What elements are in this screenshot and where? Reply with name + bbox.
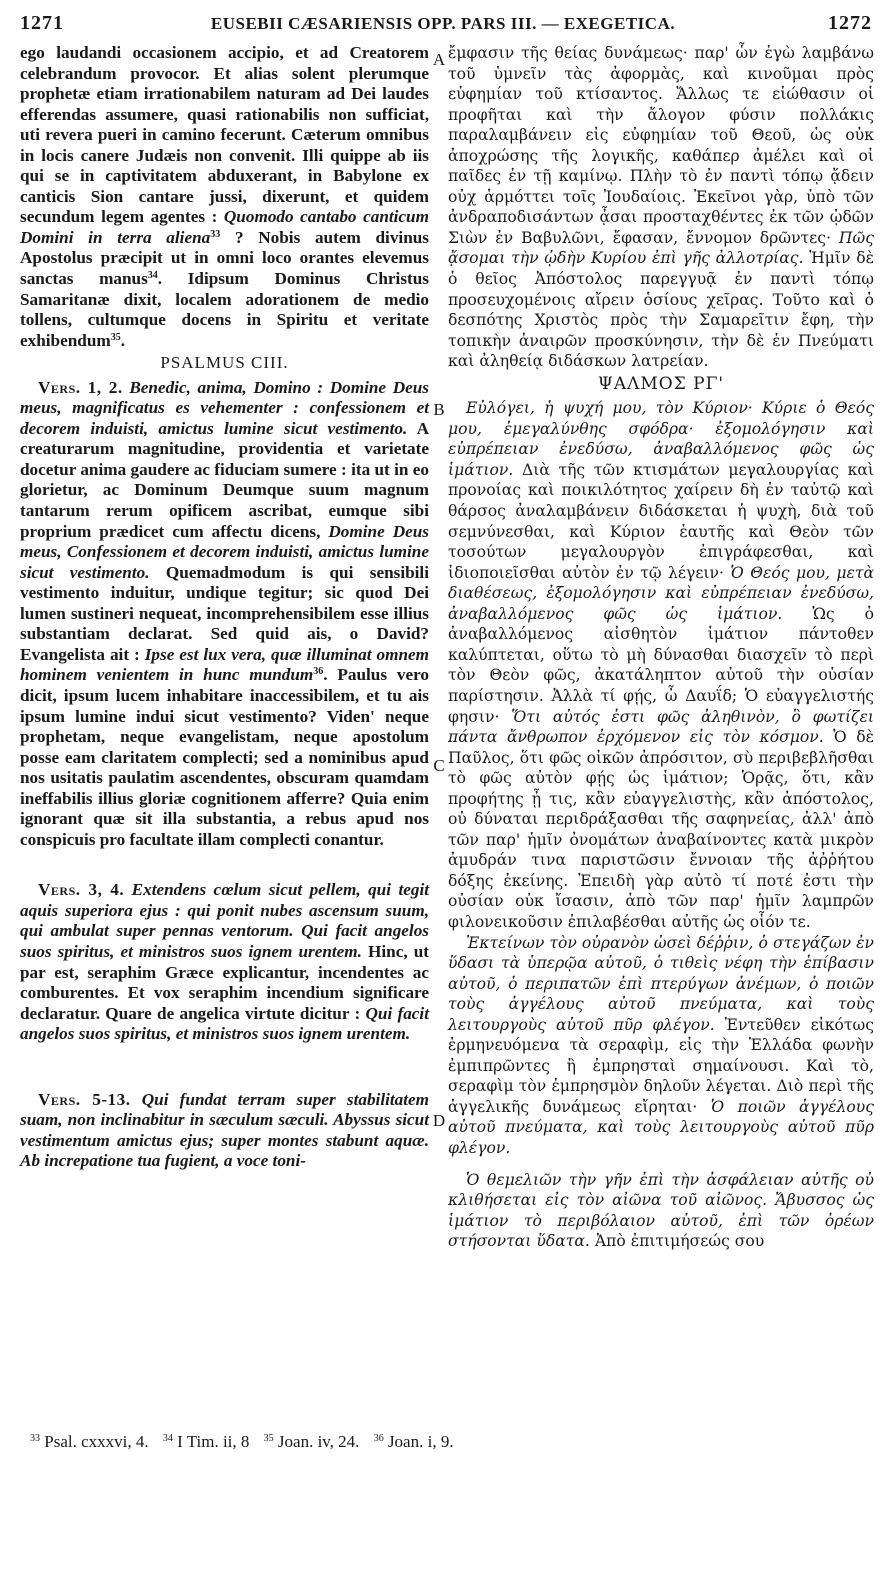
greek-text: Ὡς ὁ ἀναβαλλόμενος αἰσθητὸν ἱμάτιον πάντοθεν καλύπτεται, οὕτω τὸ μὴ δύνασθαι διασχεῖν τὸ περὶ τὸν Θεὸν φῶς, ἀκατάληπτον αὐτοῦ τὴν οὐσίαν παρίστησιν. Ἀλλὰ τί φῄς, ὦ Δαυΐδ; Ὁ εὐαγγελιστής φησιν·: [448, 604, 874, 726]
margin-letter-a: A: [432, 50, 446, 69]
greek-text: Ἡμῖν δὲ ὁ θεῖος Ἀπόστολος παρεγγυᾷ ἐν παντὶ τόπῳ προσευχομένοις αἴρειν ὁσίους χεῖρας. Τοῦτο καὶ ὁ δεσπότης Χριστὸς πρὸς τὴν Σαμαρεῖτιν ἔφη, τὴν τοπικὴν ἀναιρῶν προσκύνησιν, τὴν δὲ ἐν Πνεύματι καὶ ἀληθείᾳ διδάσκων λατρείαν.: [448, 249, 874, 371]
footnote-ref: 36: [313, 666, 324, 678]
latin-paragraph-1: [20, 43, 429, 351]
latin-text: . Paulus vero dicit, ipsum lucem inhabitare inaccessibilem, et tu ais ipsum lumine indui sicut vestimento? Viden' neque prophetam, neque evangelistam, neque apostolum posse eam claritatem complecti; sed a nominibus apud nos usitatis paulatim ascendentes, obscuram quamdam ineffabilis illius gloriæ cognitionem afferre? Quia enim ignorant quæ sit illa substantia, a rebus apud nos conspicuis pro facultate illam complecti conantur.: [20, 665, 429, 849]
margin-letter-c: C: [433, 756, 445, 775]
greek-text: ἔμφασιν τῆς θείας δυνάμεως· παρ' ὧν ἐγὼ λαμβάνω τοῦ ὑμνεῖν τὰς ἀφορμὰς, καὶ κινοῦμαι πρὸς εὐφημίαν τοῦ κτίσαντος. Ἄλλως τε εἰώθασιν οἱ προφῆται καὶ τὴν ἄλογον φύσιν πολλάκις παραλαμβάνειν εἰς εὐφημίαν τοῦ Θεοῦ, ὡς οὐκ ἀποχρώσης τῆς λογικῆς, καθάπερ ἀμέλει καὶ οἱ παῖδες ἐν τῇ καμίνῳ. Πλὴν τὸ ἐν παντὶ τόπῳ ᾄδειν οὐχ ἁρμόττει τοῖς Ἰουδαίοις. Ἐκεῖνοι γὰρ, ὑπὸ τῶν ἀνδραποδισάντων ᾆσαι προσταχθέντες ἐκ τῶν ᾠδῶν Σιὼν ἐν Βαβυλῶνι, ἔφασαν, ἔννομον δρῶντες·: [448, 44, 874, 247]
verse-label: Vers. 5-13.: [38, 1089, 131, 1109]
footnote-ref: 33: [210, 228, 221, 240]
margin-letter-b: B: [433, 400, 445, 419]
latin-verse-1-2: [20, 378, 429, 851]
footnote-36: [374, 1432, 454, 1451]
verse-label: Vers. 3, 4.: [38, 880, 125, 900]
running-header: [14, 8, 872, 36]
footnote-number: 33: [30, 1433, 40, 1444]
latin-quote: Extendens cœlum sicut pellem, qui tegit aquis superiora ejus : qui ponit nubes ascensum suum, qui ambulat super pennas ventorum. Qui facit angelos suos spiritus, et ministros suos ignem urentem.: [20, 880, 429, 961]
verse-label: Vers. 1, 2.: [38, 377, 123, 397]
latin-text: ? Nobis autem divinus Apostolus præcipit ut in omni loco orantes elevemus sanctas manus: [20, 227, 429, 289]
footnote-reference: I Tim. ii, 8: [177, 1432, 250, 1451]
greek-verse-5-13: [448, 1170, 874, 1252]
latin-text: .: [120, 330, 126, 350]
latin-text: ego laudandi occasionem accipio, et ad Creatorem celebrandum provocor. Et alias solent plerumque prophetæ etiam irrationabilem naturam ad Dei laudes efferendas assumere, quasi rationabilis non sufficiat, uti revera pueri in camino fecerunt. Cæterum omnibus in locis canere Judæis non convenit. Illi quippe ab iis qui se in captivitatem abduxerant, in Babylone ex canticis Sion cantare jussi, dixerunt, et quidem secundum legem agentes :: [20, 43, 429, 227]
running-title: EUSEBII CÆSARIENSIS OPP. PARS III. — EXEGETICA.: [210, 14, 676, 33]
greek-text: Ὁ δὲ Παῦλος, ὅτι φῶς οἰκῶν ἀπρόσιτον, σὺ περιβεβλῆσθαι τὸ φῶς αὐτὸν φῄς ὡς ἱμάτιον; Ὁρᾷς, ὅτι, κἂν προφήτης ᾖ τις, κἂν εὐαγγελιστὴς, κἂν ἀπόστολος, οὐ δύναται περιδράξασθαι τῆς σαφηνείας, ἀλλ' ἀπὸ τῶν παρ' ἡμῖν ὀνομάτων ἀναβαίνοντες κατὰ μικρὸν ἀμυδράν τινα παριστῶσιν ἔννοιαν τῆς ἀῤῥήτου δόξης ἐκείνης. Ἐπειδὴ γὰρ αὐτὸ τί ποτέ ἐστι τὴν οὐσίαν οὐκ ἴσασιν, ἀπὸ τῶν παρ' ἡμῖν λαμπρῶν φιλονεικοῦσιν ἐπιλαβέσθαι αὐτῆς ὡς οἷόν τε.: [448, 728, 874, 931]
latin-text: A creaturarum magnitudine, providentia et varietate docetur anima gaudere ac fiduciam sumere : ita ut in eo glorietur, ac Dominum Deumque suum magnum tantarum rerum opificem ascribat, eumque sibi proprium prædicet cum affectu dicens,: [20, 418, 429, 541]
footnotes: [30, 1432, 464, 1452]
footnote-number: 36: [373, 1433, 384, 1444]
latin-quote: Quomodo cantabo canticum Domini in terra aliena: [20, 207, 429, 247]
greek-quote: Ὁ ποιῶν ἀγγέλους αὐτοῦ πνεύματα, καὶ τοὺς λειτουργοὺς αὐτοῦ πῦρ φλέγον.: [448, 1097, 874, 1157]
psalm-title-greek: ΨΑΛΜΟΣ ΡΓ': [597, 373, 725, 394]
footnote-number: 35: [263, 1433, 274, 1444]
greek-quote: Ὅτι αὐτός ἐστι φῶς ἀληθινὸν, ὃ φωτίζει πάντα ἄνθρωπον ἐρχόμενον εἰς τὸν κόσμον.: [448, 707, 874, 747]
latin-text: Hinc, ut par est, seraphim Græce explicantur, incendentes ac comburentes. Et vox seraphim incendium significare declaratur. Quare de angelica virtute dicitur :: [20, 941, 429, 1023]
latin-verse-5-13: [20, 1090, 429, 1172]
footnote-ref: 35: [110, 331, 121, 343]
greek-text: Διὰ τῆς τῶν κτισμάτων μεγαλουργίας καὶ προνοίας καὶ ποικιλότητος χαίρειν δὴ ἐν ταὐτῷ καὶ θάρσος ἀναλαμβάνειν διδάσκεται ἡ ψυχὴ, διὰ τοῦ σεμνύνεσθαι, καὶ Κύριον ἑαυτῆς καὶ Θεὸν τῶν τοσούτων μεγαλουργὸν ἐπιγράφεσθαι, καὶ ἰδιοποιεῖσθαι αὐτὸν ἐν τῷ λέγειν·: [448, 460, 874, 582]
greek-text: Ἀπὸ ἐπιτιμήσεώς σου: [594, 1232, 765, 1251]
greek-column: [448, 43, 874, 1252]
latin-quote: Domine Deus meus, Confessionem et decorem induisti, amictus lumine sicut vestimento.: [20, 521, 429, 582]
footnote-reference: Psal. cxxxvi, 4.: [44, 1432, 149, 1451]
latin-text: . Idipsum Dominus Christus Samaritanæ dixit, localem adorationem de medio tollens, cultumque docens in Spiritu et veritate exhibendum: [20, 269, 429, 350]
greek-text: Ἐντεῦθεν εἰκότως ἑρμηνευόμενα τὰ σεραφὶμ, εἰς τὴν Ἑλλάδα φωνὴν ἐμπιπρῶντες ἢ ἐμπρησταὶ σημαίνουσι. Καὶ τὸ, σεραφὶμ τὸν ἐμπρησμὸν δηλοῦν λέγεται. Διὸ περὶ τῆς ἀγγελικῆς δυνάμεως εἴρηται·: [448, 1015, 874, 1116]
footnote-35: [264, 1432, 360, 1451]
greek-quote: Ὁ θεμελιῶν τὴν γῆν ἐπὶ τὴν ἀσφάλειαν αὐτῆς οὐ κλιθήσεται εἰς τὸν αἰῶνα τοῦ αἰῶνος. Ἄβυσσος ὡς ἱμάτιον τὸ περιβόλαιον αὐτοῦ, ἐπὶ τῶν ὀρέων στήσονται ὕδατα.: [448, 1170, 874, 1251]
latin-quote: Qui facit angelos suos spiritus, et ministros suos ignem urentem.: [20, 1003, 429, 1044]
greek-quote: Ἐκτείνων τὸν οὐρανὸν ὡσεὶ δέῤῥιν, ὁ στεγάζων ἐν ὕδασι τὰ ὑπερῷα αὐτοῦ, ὁ τιθεὶς νέφη τὴν ἐπίβασιν αὐτοῦ, ὁ περιπατῶν ἐπὶ πτερύγων ἀνέμων, ὁ ποιῶν τοὺς ἀγγέλους αὐτοῦ πνεύματα, καὶ τοὺς λειτουργοὺς αὐτοῦ πῦρ φλέγον.: [448, 933, 874, 1034]
latin-column: [20, 43, 429, 1172]
greek-quote: Πῶς ᾄσομαι τὴν ᾠδὴν Κυρίου ἐπὶ γῆς ἀλλοτρίας.: [448, 228, 874, 268]
footnote-ref: 34: [147, 270, 158, 282]
footnote-reference: Joan. i, 9.: [387, 1432, 454, 1451]
latin-quote: Benedic, anima, Domino : Domine Deus meus, magnificatus es vehementer : confessionem et decorem induisti, amictus lumine sicut vestimento.: [20, 377, 429, 438]
footnote-reference: Joan. iv, 24.: [277, 1432, 360, 1451]
page-number-left: 1271: [20, 12, 64, 34]
greek-quote: Ὁ Θεός μου, μετὰ διαθέσεως, ἐξομολόγησιν καὶ εὐπρέπειαν ἐνεδύσω, ἀναβαλλόμενος φῶς ὡς ἱμάτιον.: [448, 563, 874, 623]
psalm-title-latin: PSALMUS CIII.: [160, 353, 289, 373]
latin-verse-3-4: [20, 880, 429, 1044]
footnote-number: 34: [162, 1433, 173, 1444]
greek-verse-3-4: [448, 933, 874, 1159]
greek-verse-1-2: [448, 398, 874, 932]
greek-quote: Εὐλόγει, ἡ ψυχή μου, τὸν Κύριον· Κύριε ὁ Θεός μου, ἐμεγαλύνθης σφόδρα· ἐξομολόγησιν καὶ εὐπρέπειαν ἐνεδύσω, ἀναβαλλόμενος φῶς ὡς ἱμάτιον.: [448, 399, 874, 479]
margin-letter-d: D: [432, 1111, 446, 1130]
footnote-34: [163, 1432, 250, 1451]
latin-quote: Ipse est lux vera, quæ illuminat omnem hominem venientem in hunc mundum: [20, 644, 430, 685]
greek-paragraph-1: [448, 43, 874, 372]
latin-quote: Qui fundat terram super stabilitatem suam, non inclinabitur in sæculum sæculi. Abyssus sicut vestimentum amictus ejus; super montes stabunt aquæ. Ab increpatione tua fugient, a voce toni-: [20, 1089, 430, 1171]
footnote-33: [30, 1432, 149, 1451]
page-number-right: 1272: [828, 12, 872, 34]
latin-text: Quemadmodum is qui sensibili vestimento induitur, undique tegitur; sic quod Dei lumen sustineri nequeat, incomprehensibilem esse illius substantiam declarat. Sed quid ais, o David? Evangelista ait :: [20, 562, 429, 664]
